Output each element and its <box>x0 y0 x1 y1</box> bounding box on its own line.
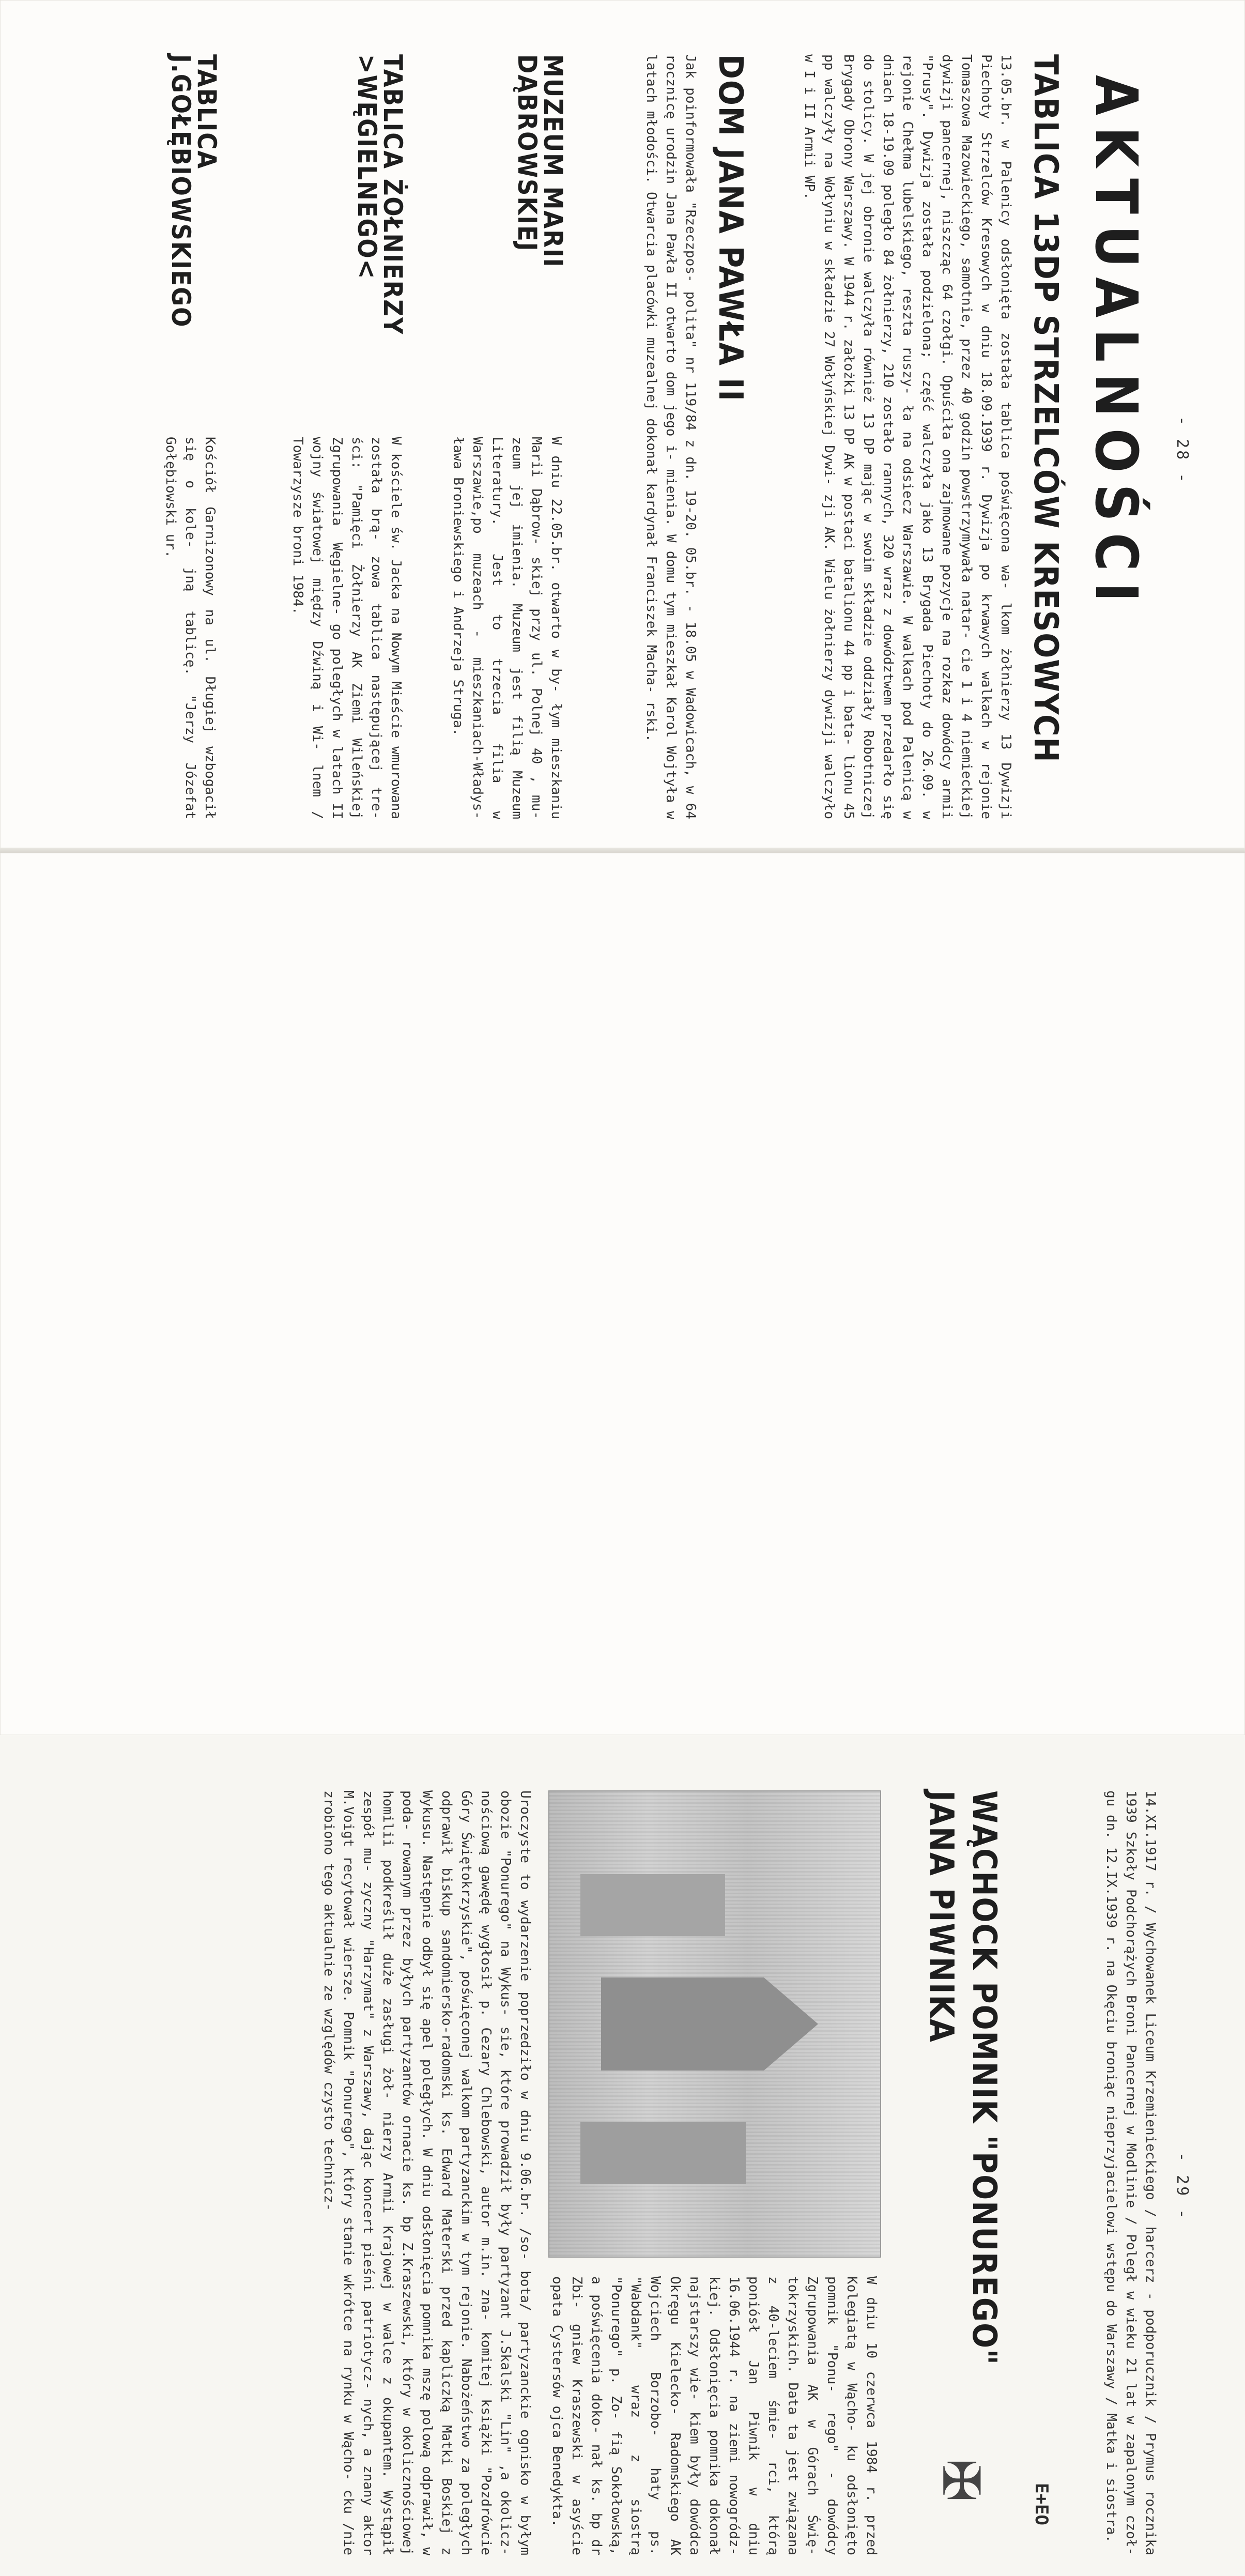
page-28 <box>0 0 1245 853</box>
article-body: Uroczyste to wydarzenie poprzedziło w dniu 9.06.br. /so- bota/ partyzanckie ognisko w byłym obozie "Ponurego" na Wykus- sie, które prowadził były partyzant J.Skalski "Lin" ,a okolicz- nościową gawędę wygłosił p. Cezary Chlebowski, autor m.in. zna- komitej książki "Pozdrówcie Góry Świętokrzyskie", poświęconej walkom partyzanckim w tym rejonie. Nabożeństwo za poległych odprawił biskup sandomiersko-radomski ks. Edward Materski przed kapliczką Matki Boskiej z Wykusu. Następnie odbył się apel poległych. W dniu odsłonięcia pomnika mszę polową odprawił, w poda- rowanym przez byłych partyzantów ornacie ks. bp Z.Kraszewski, który w okolicznościowej homilii podkreślił duże zasługi żoł- nierzy Armii Krajowej w walce z okupantem. Wystąpił zespół mu- zyczny "Harzymat" z Warszawy, dając koncert pieśni patriotycz- nych, a znany aktor M.Voigt recytował wiersze. Pomnik "Ponurego", który stanie wkrótce na rynku w Wącho- cku /nie zrobiono tego aktualnie ze względów czysto technicz- <box>321 1790 533 2564</box>
page-number: - 28 - <box>1173 416 1191 485</box>
page-29-content <box>44 1770 1202 2576</box>
page-number: - 29 - <box>1173 2152 1191 2221</box>
article-title: TABLICA 13DP STRZELCÓW KRESOWYCH <box>1026 54 1065 763</box>
article-body-right: W dniu 10 czerwca 1984 r. przed Kolegiatą w Wącho- ku odsłonięto pomnik "Ponu- rego" - dowódcy Zgrupowania AK w Górach Świę- tokrzyskich. Data ta jest związana z 40-leciem śmie- rci, którą poniósł Jan Piwnik w dniu 16.06.1944 r. na ziemi nowogródz- kiej. Odsłonięcia pomnika dokonał najstarszy wie- kiem były dowódca Okręgu Kielecko- Radomskiego AK Wojciech Borzobo- haty ps. "Wabdank" wraz z siostrą "Ponurego" p. Zo- fią Sokołowską, a poświęcenia doko- nał ks. bp dr Zbi- gniew Kraszewski w asyście opata Cystersów ojca Benedykta. <box>549 2276 879 2564</box>
monument-shape <box>601 1977 818 2071</box>
article-title: WĄCHOCK POMNIK "PONUREGO" JANA PIWNIKA <box>921 1790 1003 2366</box>
virtuti-militari-cross-icon: ✠ <box>927 2460 1006 2501</box>
page-29 <box>0 853 1245 2564</box>
page-28-content <box>44 34 1202 840</box>
author-signature: E+EO <box>1031 2483 1052 2525</box>
article-body: W kościele św. Jacka na Nowym Mieście wmurowana została brą- zowa tablica następującej tre- ści: "Pamięci Żołnierzy AK Ziemi Wileńskiej Zgrupowania Węgielne- go poległych w latach II wojny światowej między Dźwiną i Wi- lnem / Towarzysze broni 1984. <box>290 437 404 827</box>
article-body: Kościół Garnizonowy na ul. Długiej wzbogacił się o kole- jną tablicę. "Jerzy Józefat Gołębiowski ur. <box>163 437 218 827</box>
tree-trunk <box>580 1874 725 1936</box>
continued-inscription: 14.XI.1917 r. / Wychowanek Liceum Krzemienieckiego / harcerz - podporucznik / Prymus rocznika 1939 Szkoły Podchorążych Broni Pancernej w Modlinie / Poległ w wieku 21 lat w zapalonym czoł- gu dn. 12.IX.1939 r. na Okęciu broniąc nieprzyjacielowi wstępu do Warszawy / Matka i siostra. <box>1103 1790 1158 2564</box>
article-body: 13.05.br. w Palenicy odsłonięta została tablica poświęcona wa- lkom żołnierzy 13 Dywizji Piechoty Strzelców Kresowych w dniu 18.09.1939 r. Dywizja po krwawych walkach w rejonie Tomaszowa Mazowieckiego, samotnie, przez 40 godzin powstrzymywała natar- cie 1 i 4 niemieckiej dywizji pancernej, niszcząc 64 czołgi. Opuściła ona zajmowane pozycje na rozkaz dowódcy armii "Prusy". Dywizja została podzielona; część walczyła jako 13 Brygada Piechoty do 26.09. w rejonie Chełma lubelskiego, reszta ruszy- ła na odsiecz Warszawie. W walkach pod Palenicą w dniach 18-19.09 poległo 84 żołnierzy, 210 zostało rannych, 320 wraz z dowództwem przedarło się do stolicy. W jej obronie walczyła również 13 DP mając w swoim składzie oddziały Robotniczej Brygady Obrony Warszawy. W 1944 r. założki 13 DP AK w postaci batalionu 44 pp i bata- lionu 45 pp walczyły na Wołyniu w składzie 27 Wołyńskiej Dywi- zji AK. Wielu żołnierzy dywizji walczyło w I i II Armii WP. <box>802 54 1013 827</box>
article-title: MUZEUM MARII DĄBROWSKIEJ <box>512 54 568 268</box>
article-body: Jak poinformowała "Rzeczpos- polita" nr 119/84 z dn. 19-20. 05.br. - 18.05 w Wadowicach, w 64 rocznicę urodzin Jana Pawła II otwarto dom jego i- mienia. W domu tym mieszkał Karol Wojtyła w latach młodości. Otwarcia placówki muzealnej dokonał kardynał Franciszek Macha- rski. <box>643 54 698 827</box>
section-headline: AKTUALNOŚCI <box>1082 75 1149 614</box>
article-title: TABLICA J.GOŁĘBIOWSKIEGO <box>166 54 222 328</box>
article-title: TABLICA ŻOŁNIERZY >WĘGIELNEGO< <box>352 54 408 335</box>
tree-trunk <box>580 2122 746 2184</box>
article-body: W dniu 22.05.br. otwarto w by- łym mieszkaniu Marii Dąbrow- skiej przy ul. Polnej 40 , mu- zeum jej imienia. Muzeum jest filią Muzeum Literatury. Jest to trzecia filia w Warszawie,po muzeach - mieszkaniach-Władys- ława Broniewskiego i Andrzeja Struga. <box>450 437 564 827</box>
monument-photo <box>548 1790 881 2258</box>
article-title: DOM JANA PAWŁA II <box>711 54 749 402</box>
